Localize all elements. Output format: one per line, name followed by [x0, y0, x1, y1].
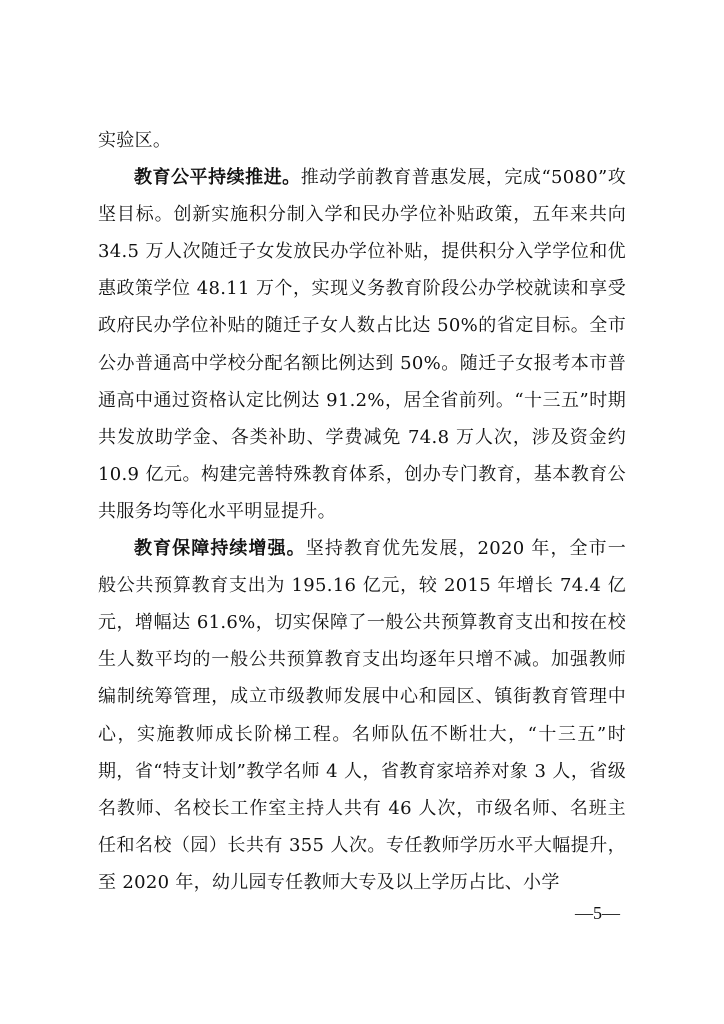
page-number: —5— [575, 903, 620, 923]
paragraph-education-guarantee [98, 530, 626, 901]
body-text [98, 122, 626, 901]
paragraph-heading: 教育公平持续推进。 [134, 167, 301, 189]
paragraph-education-equity [98, 159, 626, 530]
paragraph-heading: 教育保障持续增强。 [134, 538, 306, 560]
paragraph-text: 实验区。 [98, 130, 172, 151]
paragraph-text: 推动学前教育普惠发展，完成“5080”攻坚目标。创新实施积分制入学和民办学位补贴政策，五年来共向 34.5 万人次随迁子女发放民办学位补贴，提供积分入学学位和优惠政策学位 48.11 万个，实现义务教育阶段公办学校就读和享受政府民办学位补贴的随迁子女人数占比达 50%的省定目标。全市公办普通高中学校分配名额比例达到 50%。随迁子女报考本市普通高中通过资格认定比例达 91.2%，居全省前列。“十三五”时期共发放助学金、各类补助、学费减免 74.8 万人次，涉及资金约 10.9 亿元。构建完善特殊教育体系，创办专门教育，基本教育公共服务均等化水平明显提升。 [98, 167, 626, 522]
paragraph-continuation [98, 122, 626, 159]
paragraph-text: 坚持教育优先发展，2020 年，全市一般公共预算教育支出为 195.16 亿元，较 2015 年增长 74.4 亿元，增幅达 61.6%，切实保障了一般公共预算教育支出和按在校生人数平均的一般公共预算教育支出均逐年只增不减。加强教师编制统筹管理，成立市级教师发展中心和园区、镇街教育管理中心，实施教师成长阶梯工程。名师队伍不断壮大，“十三五”时期，省“特支计划”教学名师 4 人，省教育家培养对象 3 人，省级名教师、名校长工作室主持人共有 46 人次，市级名师、名班主任和名校（园）长共有 355 人次。专任教师学历水平大幅提升，至 2020 年，幼儿园专任教师大专及以上学历占比、小学 [98, 538, 627, 893]
